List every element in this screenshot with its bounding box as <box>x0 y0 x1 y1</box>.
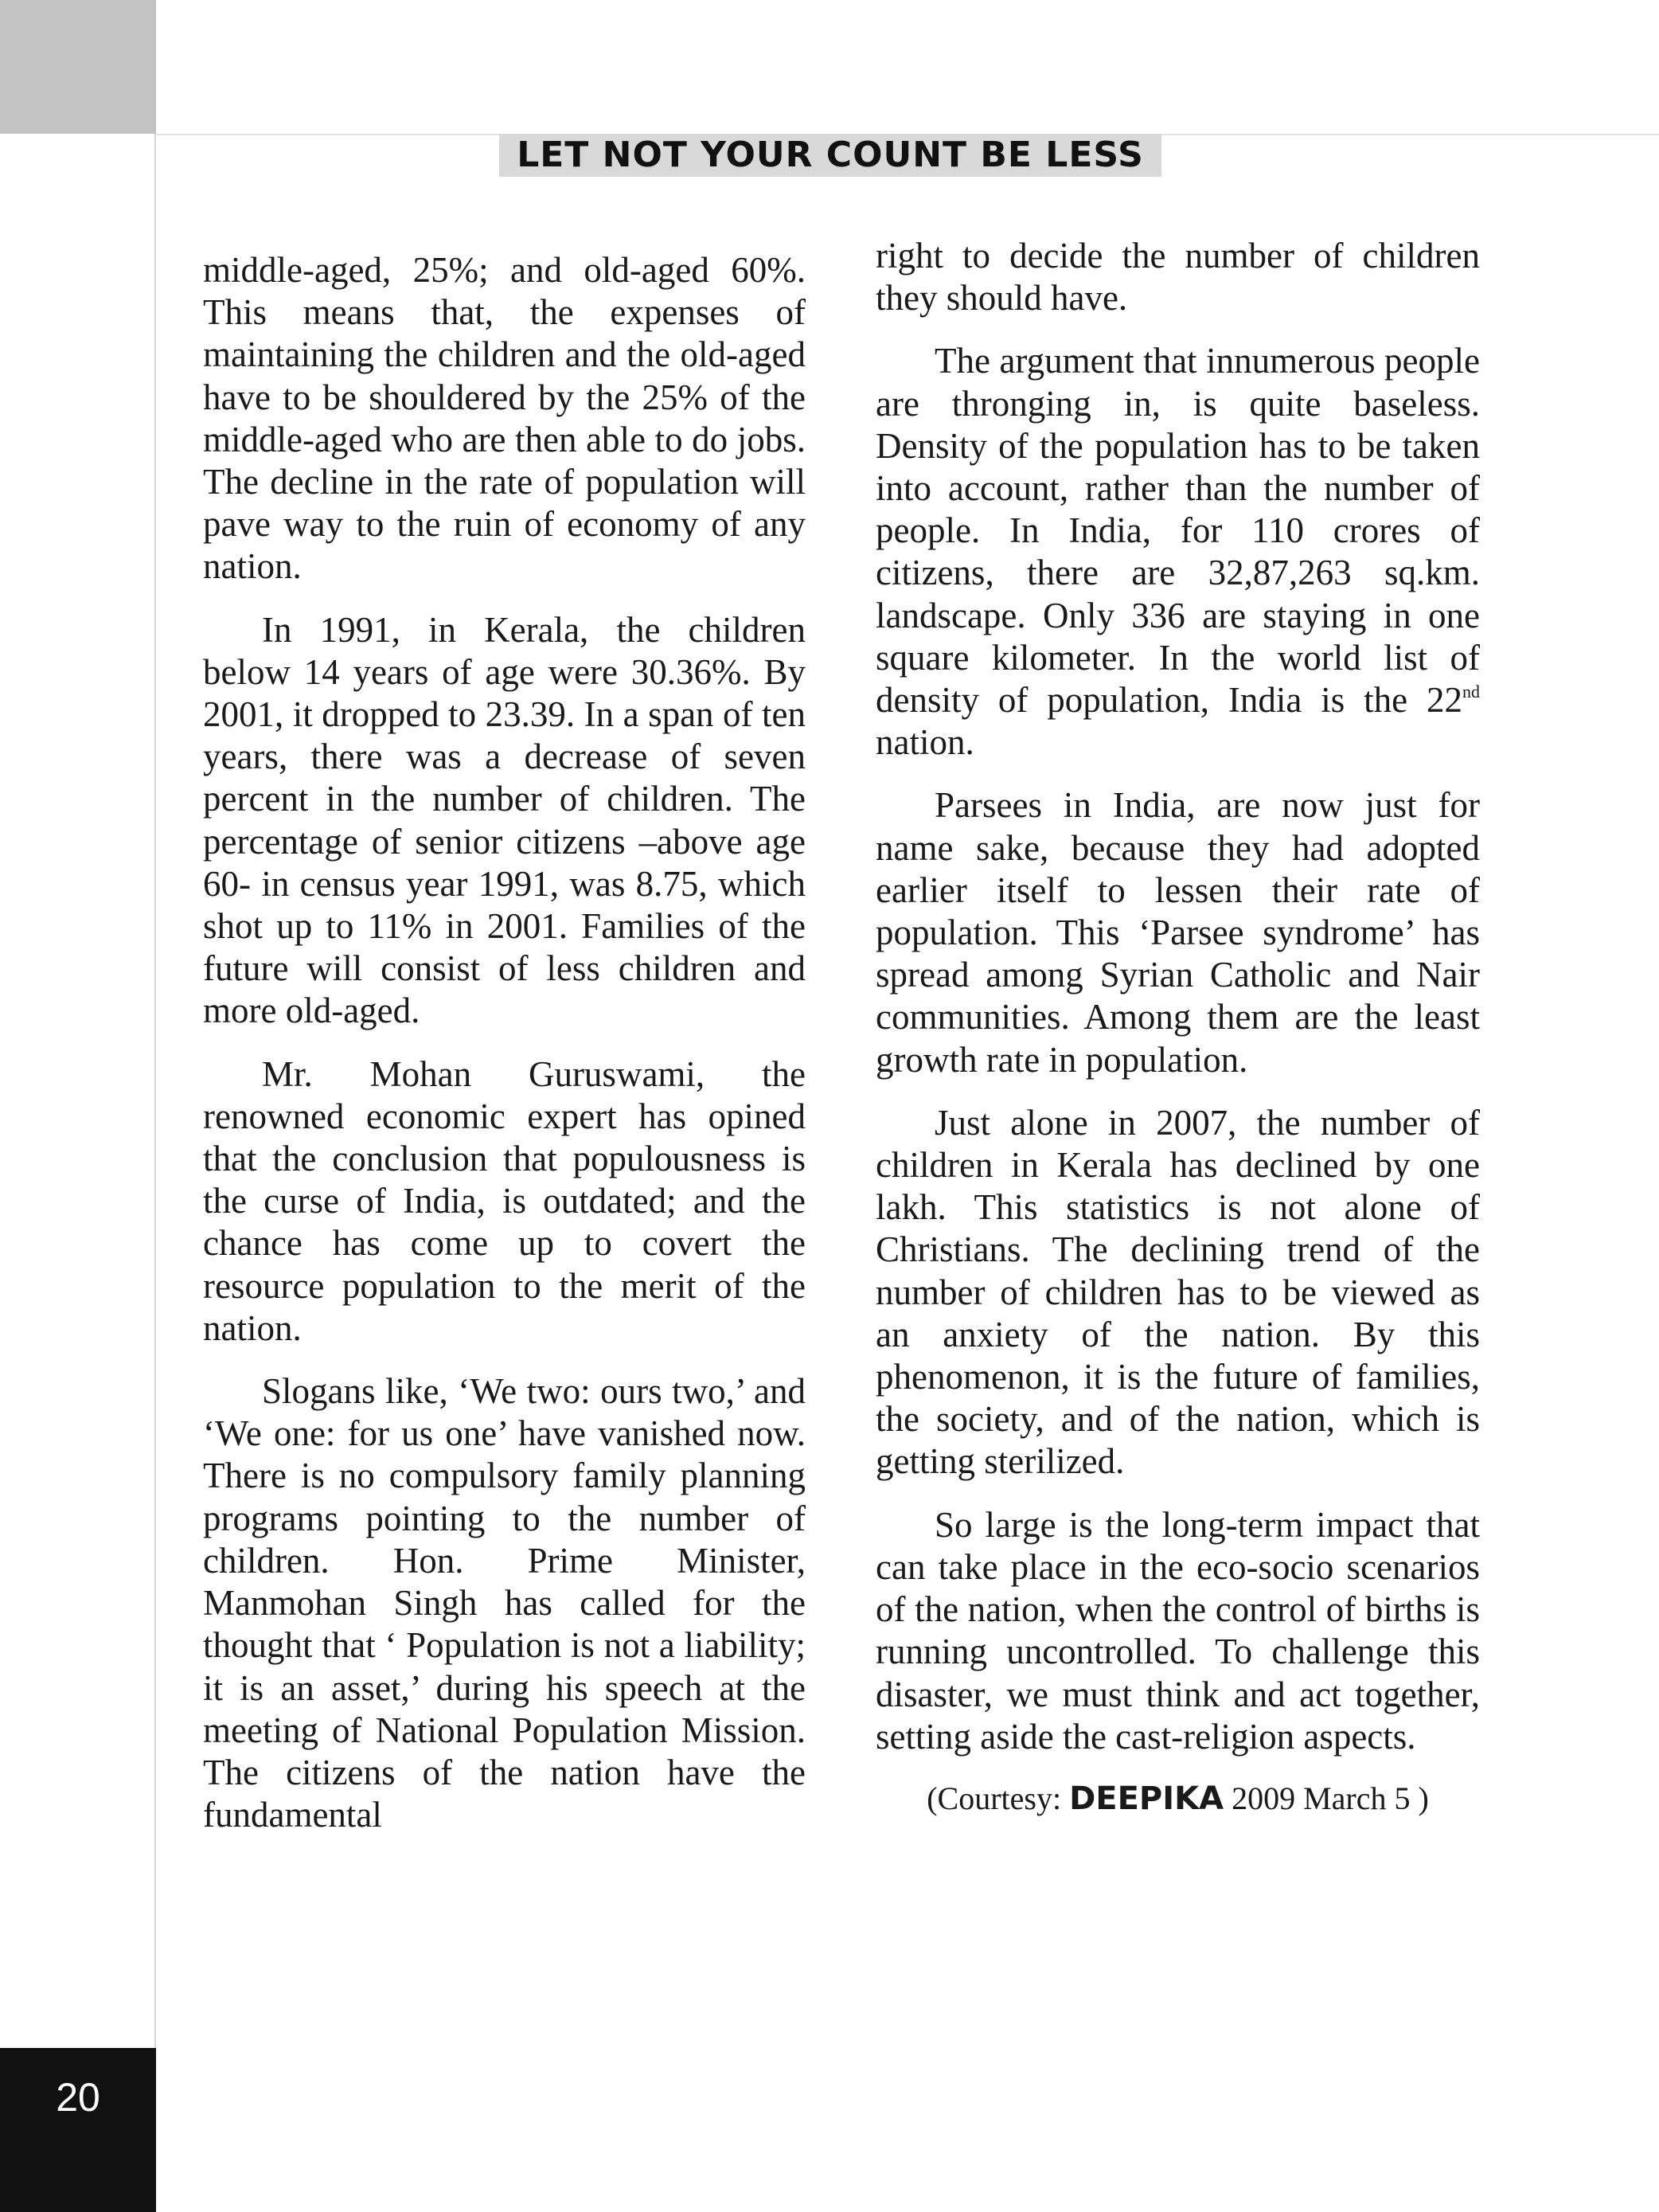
left-paragraph-4: Slogans like, ‘We two: ours two,’ and ‘We one: for us one’ have vanished now. There is no compulsory family planning programs pointing to the number of children. Hon. Prime Minister, Manmohan Singh has called for the thought that ‘ Population is not a liability; it is an asset,’ during his speech at the meeting of National Population Mission. The citizens of the nation have the fundamental <box>203 1371 806 1835</box>
ordinal-suffix: nd <box>1462 682 1480 702</box>
left-paragraph-3: Mr. Mohan Guruswami, the renowned economic expert has opined that the conclusion that populousness is the curse of India, is outdated; and the chance has come up to covert the resource population to the merit of the nation. <box>203 1053 806 1348</box>
page-number: 20 <box>56 2075 100 2120</box>
corner-block <box>0 0 156 134</box>
right-paragraph-2-end: nation. <box>876 722 974 763</box>
right-paragraph-1: right to decide the number of children they should have. <box>876 236 1480 319</box>
left-paragraph-2: In 1991, in Kerala, the children below 14 years of age were 30.36%. By 2001, it dropped to 23.39. In a span of ten years, there was a decrease of seven percent in the number of children. The percentage of senior citizens –above age 60- in census year 1991, was 8.75, which shot up to 11% in 2001. Families of the future will consist of less children and more old-aged. <box>203 609 806 1031</box>
right-paragraph-4: Just alone in 2007, the number of children in Kerala has declined by one lakh. This statistics is not alone of Christians. The declining trend of the number of children has to be viewed as an anxiety of the nation. By this phenomenon, it is the future of families, the society, and of the nation, which is getting sterilized. <box>876 1102 1480 1482</box>
courtesy-prefix: (Courtesy: <box>927 1780 1070 1816</box>
right-paragraph-5: So large is the long-term impact that can take place in the eco-socio scenarios of the nation, when the control of births is running uncontrolled. To challenge this disaster, we must think and act together, setting aside the cast-religion aspects. <box>876 1504 1480 1757</box>
courtesy-suffix: 2009 March 5 ) <box>1224 1780 1429 1816</box>
right-paragraph-2 <box>876 340 1480 764</box>
left-margin-strip <box>0 0 156 2212</box>
page-header-title: LET NOT YOUR COUNT BE LESS <box>499 134 1161 177</box>
right-paragraph-3: Parsees in India, are now just for name sake, because they had adopted earlier itself to lessen their rate of population. This ‘Parsee syndrome’ has spread among Syrian Catholic and Nair communities. Among them are the least growth rate in population. <box>876 785 1480 1080</box>
page-number-box <box>0 2048 156 2212</box>
courtesy-line <box>876 1779 1480 1819</box>
left-paragraph-1: middle-aged, 25%; and old-aged 60%. This means that, the expenses of maintaining the children and the old-aged have to be shouldered by the 25% of the middle-aged who are then able to do jobs. The decline in the rate of population will pave way to the ruin of economy of any nation. <box>203 250 806 587</box>
right-column <box>876 235 1480 1819</box>
right-paragraph-2-text: The argument that innumerous people are thronging in, is quite baseless. Density of the population has to be taken into account, rather than the number of people. In India, for 110 crores of citizens, there are 32,87,263 sq.km. landscape. Only 336 are staying in one square kilometer. In the world list of density of population, India is the 22 <box>876 341 1480 721</box>
courtesy-source: DEEPIKA <box>1069 1780 1224 1817</box>
left-column <box>203 249 806 1857</box>
